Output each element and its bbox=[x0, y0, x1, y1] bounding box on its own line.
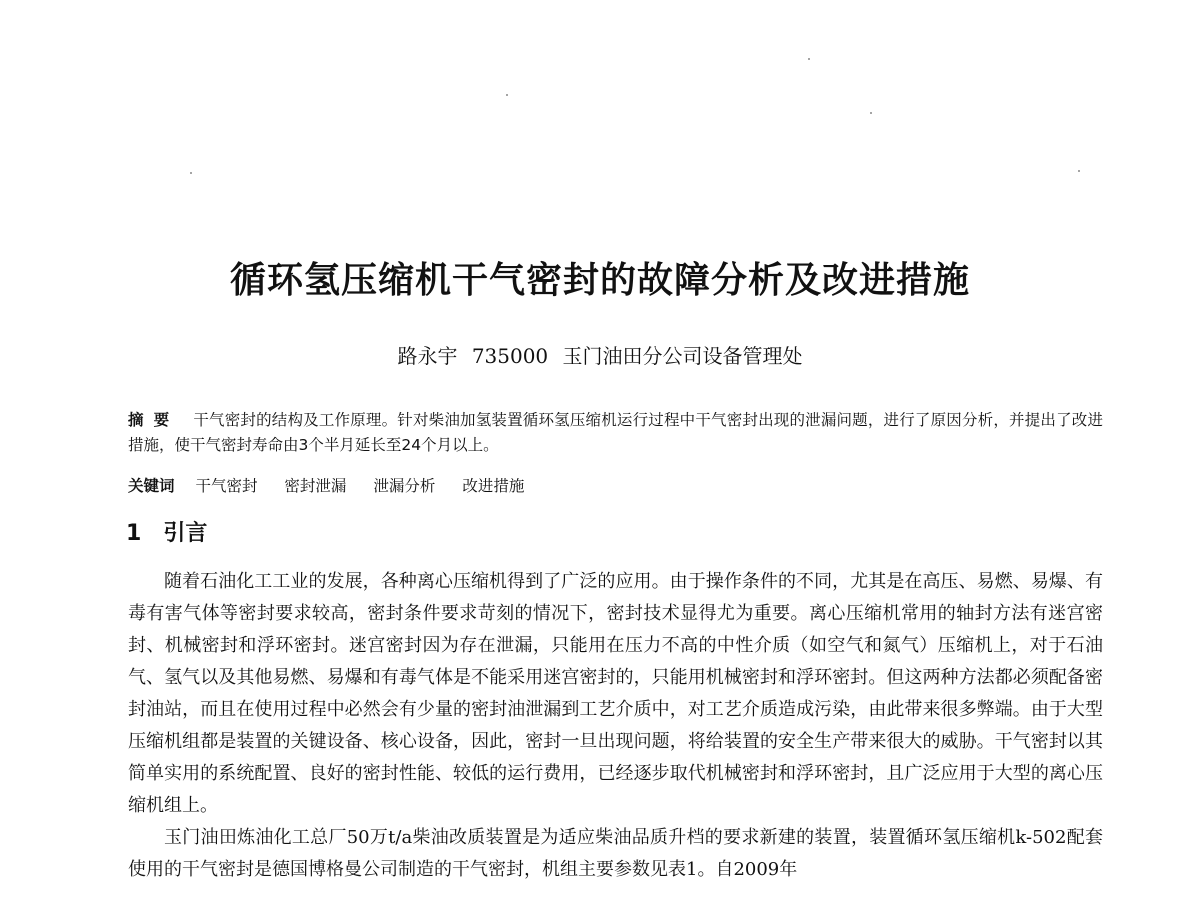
scan-speck bbox=[808, 58, 810, 60]
abstract bbox=[128, 408, 1103, 458]
scan-speck bbox=[870, 112, 872, 114]
scan-speck bbox=[1078, 170, 1080, 172]
abstract-text: 干气密封的结构及工作原理。针对柴油加氢装置循环氢压缩机运行过程中干气密封出现的泄漏问题，进行了原因分析，并提出了改进措施，使干气密封寿命由3个半月延长至24个月以上。 bbox=[128, 411, 1103, 454]
keyword: 密封泄漏 bbox=[284, 477, 347, 495]
keyword: 泄漏分析 bbox=[373, 477, 436, 495]
author-affiliation: 玉门油田分公司设备管理处 bbox=[562, 344, 803, 368]
author-postcode: 735000 bbox=[471, 344, 549, 368]
paragraph: 玉门油田炼油化工总厂50万t/a柴油改质装置是为适应柴油品质升档的要求新建的装置，装置循环氢压缩机k-502配套使用的干气密封是德国博格曼公司制造的干气密封，机组主要参数见表1。自2009年 bbox=[128, 827, 1103, 880]
body-text bbox=[128, 566, 1103, 886]
section-number: 1 bbox=[126, 521, 142, 546]
author-name: 路永宇 bbox=[397, 344, 458, 368]
keyword: 改进措施 bbox=[462, 477, 525, 495]
author-line bbox=[0, 340, 1200, 369]
scan-speck bbox=[506, 94, 508, 96]
scan-speck bbox=[190, 172, 192, 174]
paragraph: 随着石油化工工业的发展，各种离心压缩机得到了广泛的应用。由于操作条件的不同，尤其是在高压、易燃、易爆、有毒有害气体等密封要求较高，密封条件要求苛刻的情况下，密封技术显得尤为重要。离心压缩机常用的轴封方法有迷宫密封、机械密封和浮环密封。迷宫密封因为存在泄漏，只能用在压力不高的中性介质（如空气和氮气）压缩机上，对于石油气、氢气以及其他易燃、易爆和有毒气体是不能采用迷宫密封的，只能用机械密封和浮环密封。但这两种方法都必须配备密封油站，而且在使用过程中必然会有少量的密封油泄漏到工艺介质中，对工艺介质造成污染，由此带来很多弊端。由于大型压缩机组都是装置的关键设备、核心设备，因此，密封一旦出现问题，将给装置的安全生产带来很大的威胁。干气密封以其简单实用的系统配置、良好的密封性能、较低的运行费用，已经逐步取代机械密封和浮环密封，且广泛应用于大型的离心压缩机组上。 bbox=[128, 571, 1103, 816]
abstract-label: 摘要 bbox=[128, 411, 180, 429]
keyword: 干气密封 bbox=[195, 477, 258, 495]
section-heading bbox=[126, 516, 207, 547]
keywords-label: 关键词 bbox=[128, 477, 175, 495]
paper-title: 循环氢压缩机干气密封的故障分析及改进措施 bbox=[229, 259, 970, 301]
keywords bbox=[128, 474, 1103, 499]
section-title: 引言 bbox=[163, 521, 208, 546]
